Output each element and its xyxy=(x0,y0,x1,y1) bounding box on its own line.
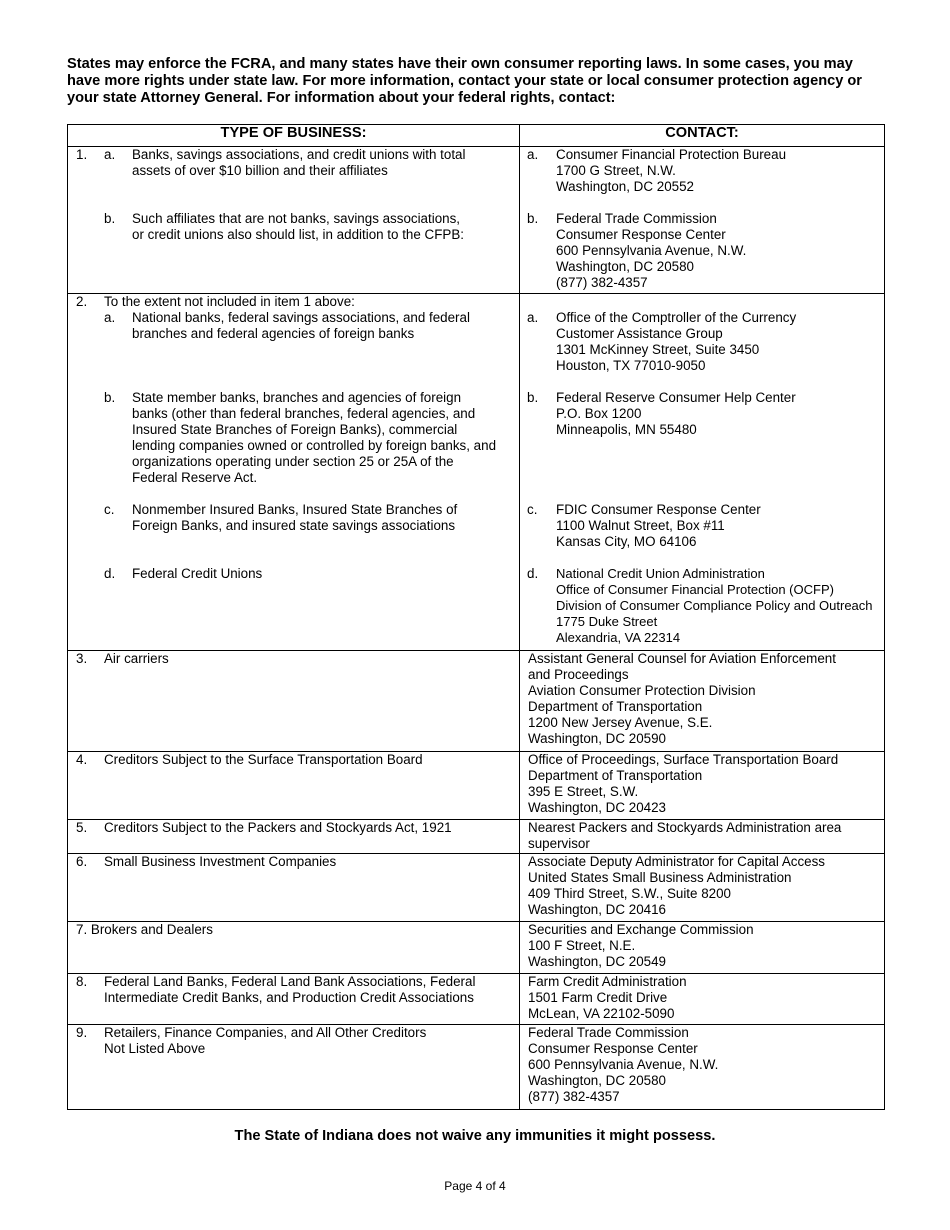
table-row xyxy=(68,854,885,922)
item-letter: a. xyxy=(104,147,116,162)
item-number: 6. xyxy=(76,854,88,869)
business-description: Federal Land Banks, Federal Land Bank Associations, Federal Intermediate Credit Banks, and Production Credit Associations xyxy=(104,974,476,1005)
contact-cell xyxy=(520,1025,885,1110)
contacts-table xyxy=(67,124,885,1110)
contact-address: Office of Proceedings, Surface Transportation Board Department of Transportation 395 E Street, S.W. Washington, DC 20423 xyxy=(528,752,839,815)
contact-cell xyxy=(520,651,885,752)
contact-address: Securities and Exchange Commission 100 F Street, N.E. Washington, DC 20549 xyxy=(528,922,754,969)
contact-cell xyxy=(520,294,885,651)
item-number: 3. xyxy=(76,651,88,666)
table-row xyxy=(68,1025,885,1110)
table-header-row xyxy=(68,125,885,147)
contact-header: CONTACT: xyxy=(520,125,885,147)
contact-letter: a. xyxy=(527,310,539,325)
business-description: National banks, federal savings associations, and federal branches and federal agencies of foreign banks xyxy=(132,310,470,341)
contact-cell xyxy=(520,922,885,974)
item-number: 5. xyxy=(76,820,88,835)
business-description: Air carriers xyxy=(104,651,169,666)
business-description: Small Business Investment Companies xyxy=(104,854,337,869)
contact-cell xyxy=(520,147,885,294)
business-description: Retailers, Finance Companies, and All Other Creditors Not Listed Above xyxy=(104,1025,427,1056)
contact-address: National Credit Union Administration Office of Consumer Financial Protection (OCFP) Division of Consumer Compliance Policy and Outreach 1775 Duke Street Alexandria, VA 22314 xyxy=(556,566,873,645)
type-of-business-header: TYPE OF BUSINESS: xyxy=(68,125,520,147)
table-row xyxy=(68,752,885,820)
business-description: Creditors Subject to the Surface Transportation Board xyxy=(104,752,423,767)
business-cell xyxy=(68,820,520,854)
business-description: 7. Brokers and Dealers xyxy=(76,922,213,937)
contact-letter: d. xyxy=(527,566,539,581)
table-row xyxy=(68,974,885,1025)
contact-cell xyxy=(520,752,885,820)
contact-address: Federal Trade Commission Consumer Response Center 600 Pennsylvania Avenue, N.W. Washington, DC 20580 (877) 382-4357 xyxy=(556,211,747,290)
business-description: To the extent not included in item 1 above: xyxy=(104,294,355,309)
business-cell xyxy=(68,854,520,922)
contact-address: Consumer Financial Protection Bureau 1700 G Street, N.W. Washington, DC 20552 xyxy=(556,147,787,194)
table-row xyxy=(68,651,885,752)
contact-letter: b. xyxy=(527,211,539,226)
contact-cell xyxy=(520,974,885,1025)
business-cell xyxy=(68,147,520,294)
business-description: Such affiliates that are not banks, savings associations, or credit unions also should list, in addition to the CFPB: xyxy=(132,211,464,242)
business-description: State member banks, branches and agencies of foreign banks (other than federal branches, federal agencies, and Insured State Branches of Foreign Banks), commercial lending companies owned or controlled by foreign banks, and organizations operating under section 25 or 25A of the Federal Reserve Act. xyxy=(132,390,497,485)
contact-letter: b. xyxy=(527,390,539,405)
business-description: Federal Credit Unions xyxy=(132,566,263,581)
immunity-notice: The State of Indiana does not waive any immunities it might possess. xyxy=(234,1128,716,1144)
contact-address: Federal Trade Commission Consumer Response Center 600 Pennsylvania Avenue, N.W. Washington, DC 20580 (877) 382-4357 xyxy=(528,1025,719,1104)
contact-address: Office of the Comptroller of the Currency Customer Assistance Group 1301 McKinney Street, Suite 3450 Houston, TX 77010-9050 xyxy=(556,310,797,373)
business-description: Banks, savings associations, and credit unions with total assets of over $10 billion and their affiliates xyxy=(132,147,466,178)
contact-address: Farm Credit Administration 1501 Farm Credit Drive McLean, VA 22102-5090 xyxy=(528,974,687,1021)
item-number: 4. xyxy=(76,752,88,767)
contact-address: Nearest Packers and Stockyards Administration area supervisor xyxy=(528,820,842,851)
business-cell xyxy=(68,922,520,974)
item-letter: d. xyxy=(104,566,116,581)
contact-address: Federal Reserve Consumer Help Center P.O. Box 1200 Minneapolis, MN 55480 xyxy=(556,390,796,437)
contact-address: Associate Deputy Administrator for Capital Access United States Small Business Administration 409 Third Street, S.W., Suite 8200 Washington, DC 20416 xyxy=(528,854,825,917)
table-row xyxy=(68,147,885,294)
item-letter: c. xyxy=(104,502,115,517)
item-number: 2. xyxy=(76,294,88,309)
contact-cell xyxy=(520,820,885,854)
table-row xyxy=(68,820,885,854)
item-letter: a. xyxy=(104,310,116,325)
contact-cell xyxy=(520,854,885,922)
page-number: Page 4 of 4 xyxy=(444,1179,506,1193)
business-cell xyxy=(68,651,520,752)
item-letter: b. xyxy=(104,390,116,405)
contact-letter: a. xyxy=(527,147,539,162)
item-number: 8. xyxy=(76,974,88,989)
contact-letter: c. xyxy=(527,502,538,517)
business-cell xyxy=(68,1025,520,1110)
intro-paragraph: States may enforce the FCRA, and many states have their own consumer reporting laws. In some cases, you may have more rights under state law. For more information, contact your state or local consumer protection agency or your state Attorney General. For information about your federal rights, contact: xyxy=(67,56,862,106)
table-row xyxy=(68,294,885,651)
item-number: 9. xyxy=(76,1025,88,1040)
item-letter: b. xyxy=(104,211,116,226)
table-row xyxy=(68,922,885,974)
business-description: Creditors Subject to the Packers and Stockyards Act, 1921 xyxy=(104,820,452,835)
item-number: 1. xyxy=(76,147,88,162)
business-cell xyxy=(68,294,520,651)
contact-address: Assistant General Counsel for Aviation Enforcement and Proceedings Aviation Consumer Protection Division Department of Transportation 1200 New Jersey Avenue, S.E. Washington, DC 20590 xyxy=(528,651,836,746)
business-description: Nonmember Insured Banks, Insured State Branches of Foreign Banks, and insured state savings associations xyxy=(132,502,458,533)
business-cell xyxy=(68,974,520,1025)
contact-address: FDIC Consumer Response Center 1100 Walnut Street, Box #11 Kansas City, MO 64106 xyxy=(556,502,761,549)
business-cell xyxy=(68,752,520,820)
